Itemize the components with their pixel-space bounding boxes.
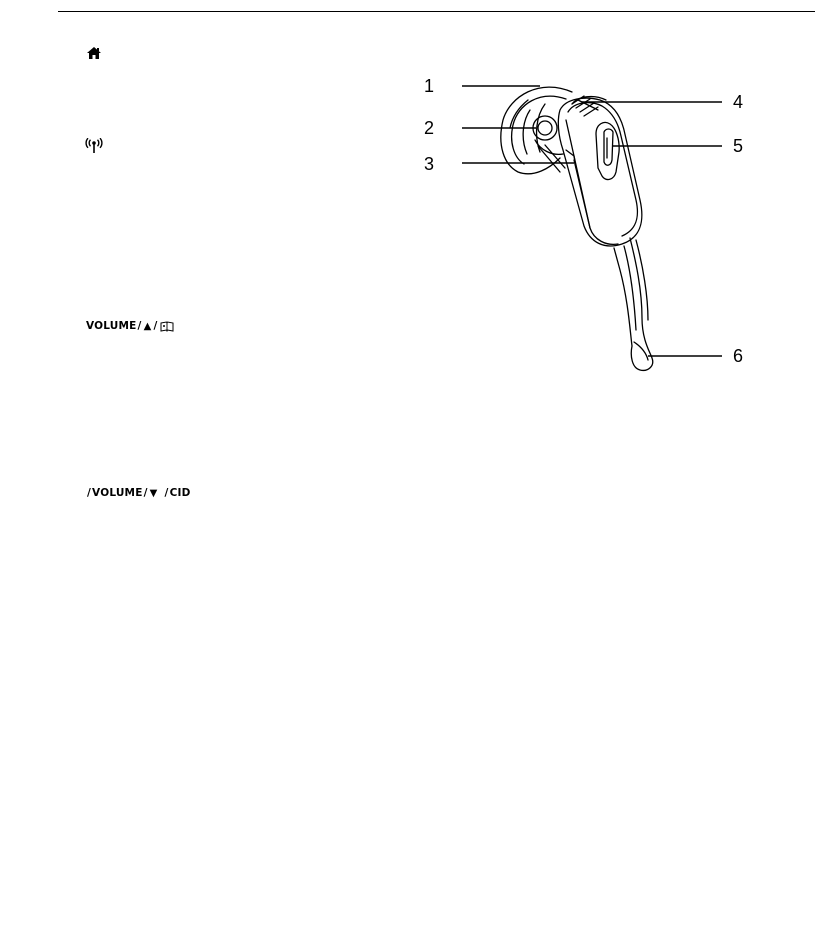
- up-triangle-icon: ▲: [143, 320, 152, 332]
- cid-text: CID: [169, 487, 191, 499]
- separator: /: [164, 487, 169, 499]
- callout-number: 1: [424, 76, 435, 96]
- separator: /: [143, 487, 148, 499]
- boom-microphone: [614, 238, 653, 370]
- down-triangle-icon: ▼: [149, 487, 158, 499]
- separator: /: [153, 320, 158, 332]
- volume-text: VOLUME: [86, 320, 137, 332]
- callout-number: 2: [424, 118, 435, 138]
- separator: /: [87, 487, 92, 499]
- callout-number: 6: [733, 346, 744, 366]
- ear-hook: [501, 87, 572, 174]
- separator: /: [137, 320, 142, 332]
- multi-function-button: [596, 122, 619, 179]
- callout-number: 3: [424, 154, 435, 174]
- callout-number: 5: [733, 136, 744, 156]
- volume-text: VOLUME: [92, 487, 143, 499]
- callout-number: 4: [733, 92, 744, 112]
